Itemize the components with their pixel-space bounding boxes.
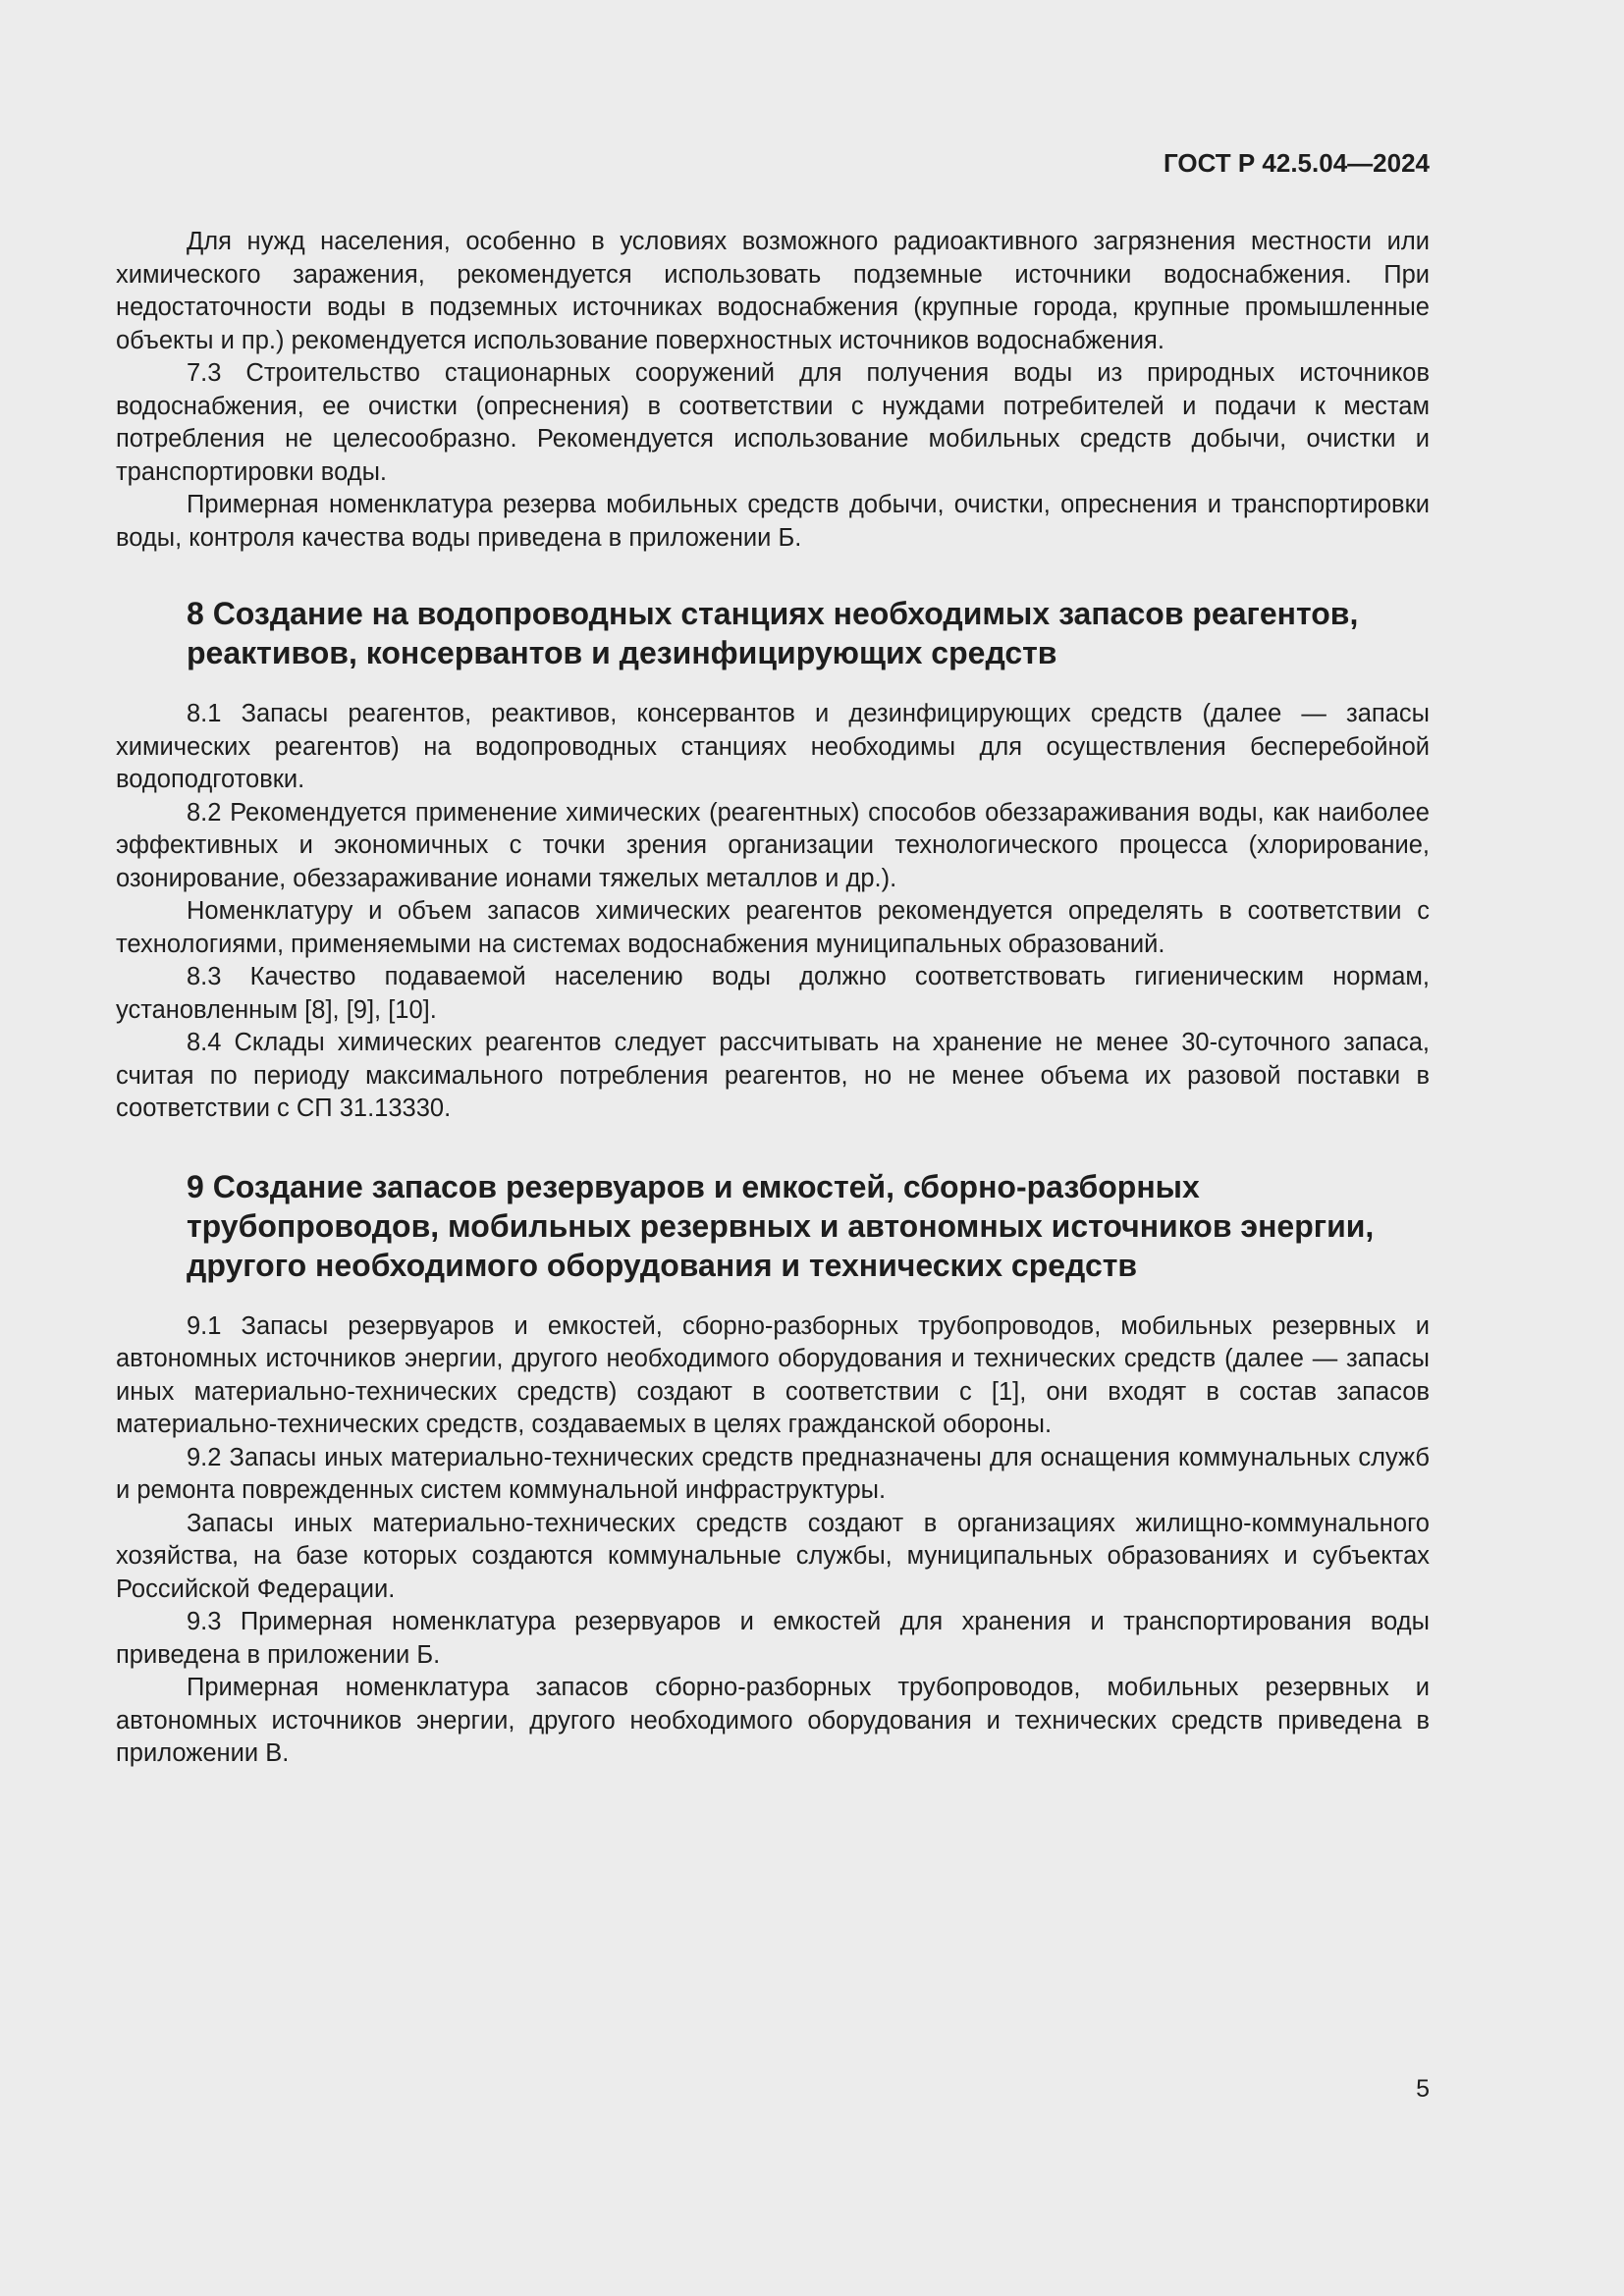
paragraph: Примерная номенклатура резерва мобильных средств добычи, очистки, опреснения и транспортировки воды, контроля качества воды приведена в приложении Б. [116, 491, 1430, 552]
section-8-title: 8 Создание на водопроводных станциях необходимых запасов реагентов, реактивов, консервантов и дезинфицирующих средств [187, 596, 1359, 670]
page-number: 5 [1416, 2075, 1430, 2103]
paragraph: 9.3 Примерная номенклатура резервуаров и емкостей для хранения и транспортирования воды приведена в приложении Б. [116, 1608, 1430, 1669]
paragraph: 9.2 Запасы иных материально-технических средств предназначены для оснащения коммунальных служб и ремонта поврежденных систем коммунальной инфраструктуры. [116, 1443, 1430, 1504]
document-code: ГОСТ Р 42.5.04—2024 [1163, 148, 1430, 178]
document-body [116, 226, 1430, 1771]
paragraph: Номенклатуру и объем запасов химических реагентов рекомендуется определять в соответствии с технологиями, применяемыми на системах водоснабжения муниципальных образований. [116, 897, 1430, 958]
paragraph: Примерная номенклатура запасов сборно-разборных трубопроводов, мобильных резервных и автономных источников энергии, другого необходимого оборудования и технических средств приведена в приложении В. [116, 1674, 1430, 1767]
paragraph: 8.1 Запасы реагентов, реактивов, консервантов и дезинфицирующих средств (далее — запасы химических реагентов) на водопроводных станциях необходимы для осуществления бесперебойной водоподготовки. [116, 700, 1430, 793]
paragraph: 8.4 Склады химических реагентов следует рассчитывать на хранение не менее 30-суточного запаса, считая по периоду максимального потребления реагентов, но не менее объема их разовой поставки в соответствии с СП 31.13330. [116, 1029, 1430, 1122]
paragraph: Для нужд населения, особенно в условиях возможного радиоактивного загрязнения местности или химического заражения, рекомендуется использовать подземные источники водоснабжения. При недостаточности воды в подземных источниках водоснабжения (крупные города, крупные промышленные объекты и пр.) рекомендуется использование поверхностных источников водоснабжения. [116, 228, 1430, 354]
paragraph: 7.3 Строительство стационарных сооружений для получения воды из природных источников водоснабжения, ее очистки (опреснения) в соответствии с нуждами потребителей и подачи к местам потребления не целесообразно. Рекомендуется использование мобильных средств добычи, очистки и транспортировки воды. [116, 359, 1430, 486]
paragraph: 9.1 Запасы резервуаров и емкостей, сборно-разборных трубопроводов, мобильных резервных и автономных источников энергии, другого необходимого оборудования и технических средств (далее — запасы иных материально-технических средств) создают в соответствии с [1], они входят в состав запасов материально-технических средств, создаваемых в целях гражданской обороны. [116, 1311, 1430, 1438]
section-9-title: 9 Создание запасов резервуаров и емкостей, сборно-разборных трубопроводов, мобильных резервных и автономных источников энергии, другого необходимого оборудования и технических средств [187, 1168, 1375, 1283]
paragraph: 8.3 Качество подаваемой населению воды должно соответствовать гигиеническим нормам, установленным [8], [9], [10]. [116, 963, 1430, 1024]
paragraph: 8.2 Рекомендуется применение химических (реагентных) способов обеззараживания воды, как наиболее эффективных и экономичных с точки зрения организации технологического процесса (хлорирование, озонирование, обеззараживание ионами тяжелых металлов и др.). [116, 798, 1430, 892]
paragraph: Запасы иных материально-технических средств создают в организациях жилищно-коммунального хозяйства, на базе которых создаются коммунальные службы, муниципальных образованиях и субъектах Российской Федерации. [116, 1509, 1430, 1603]
